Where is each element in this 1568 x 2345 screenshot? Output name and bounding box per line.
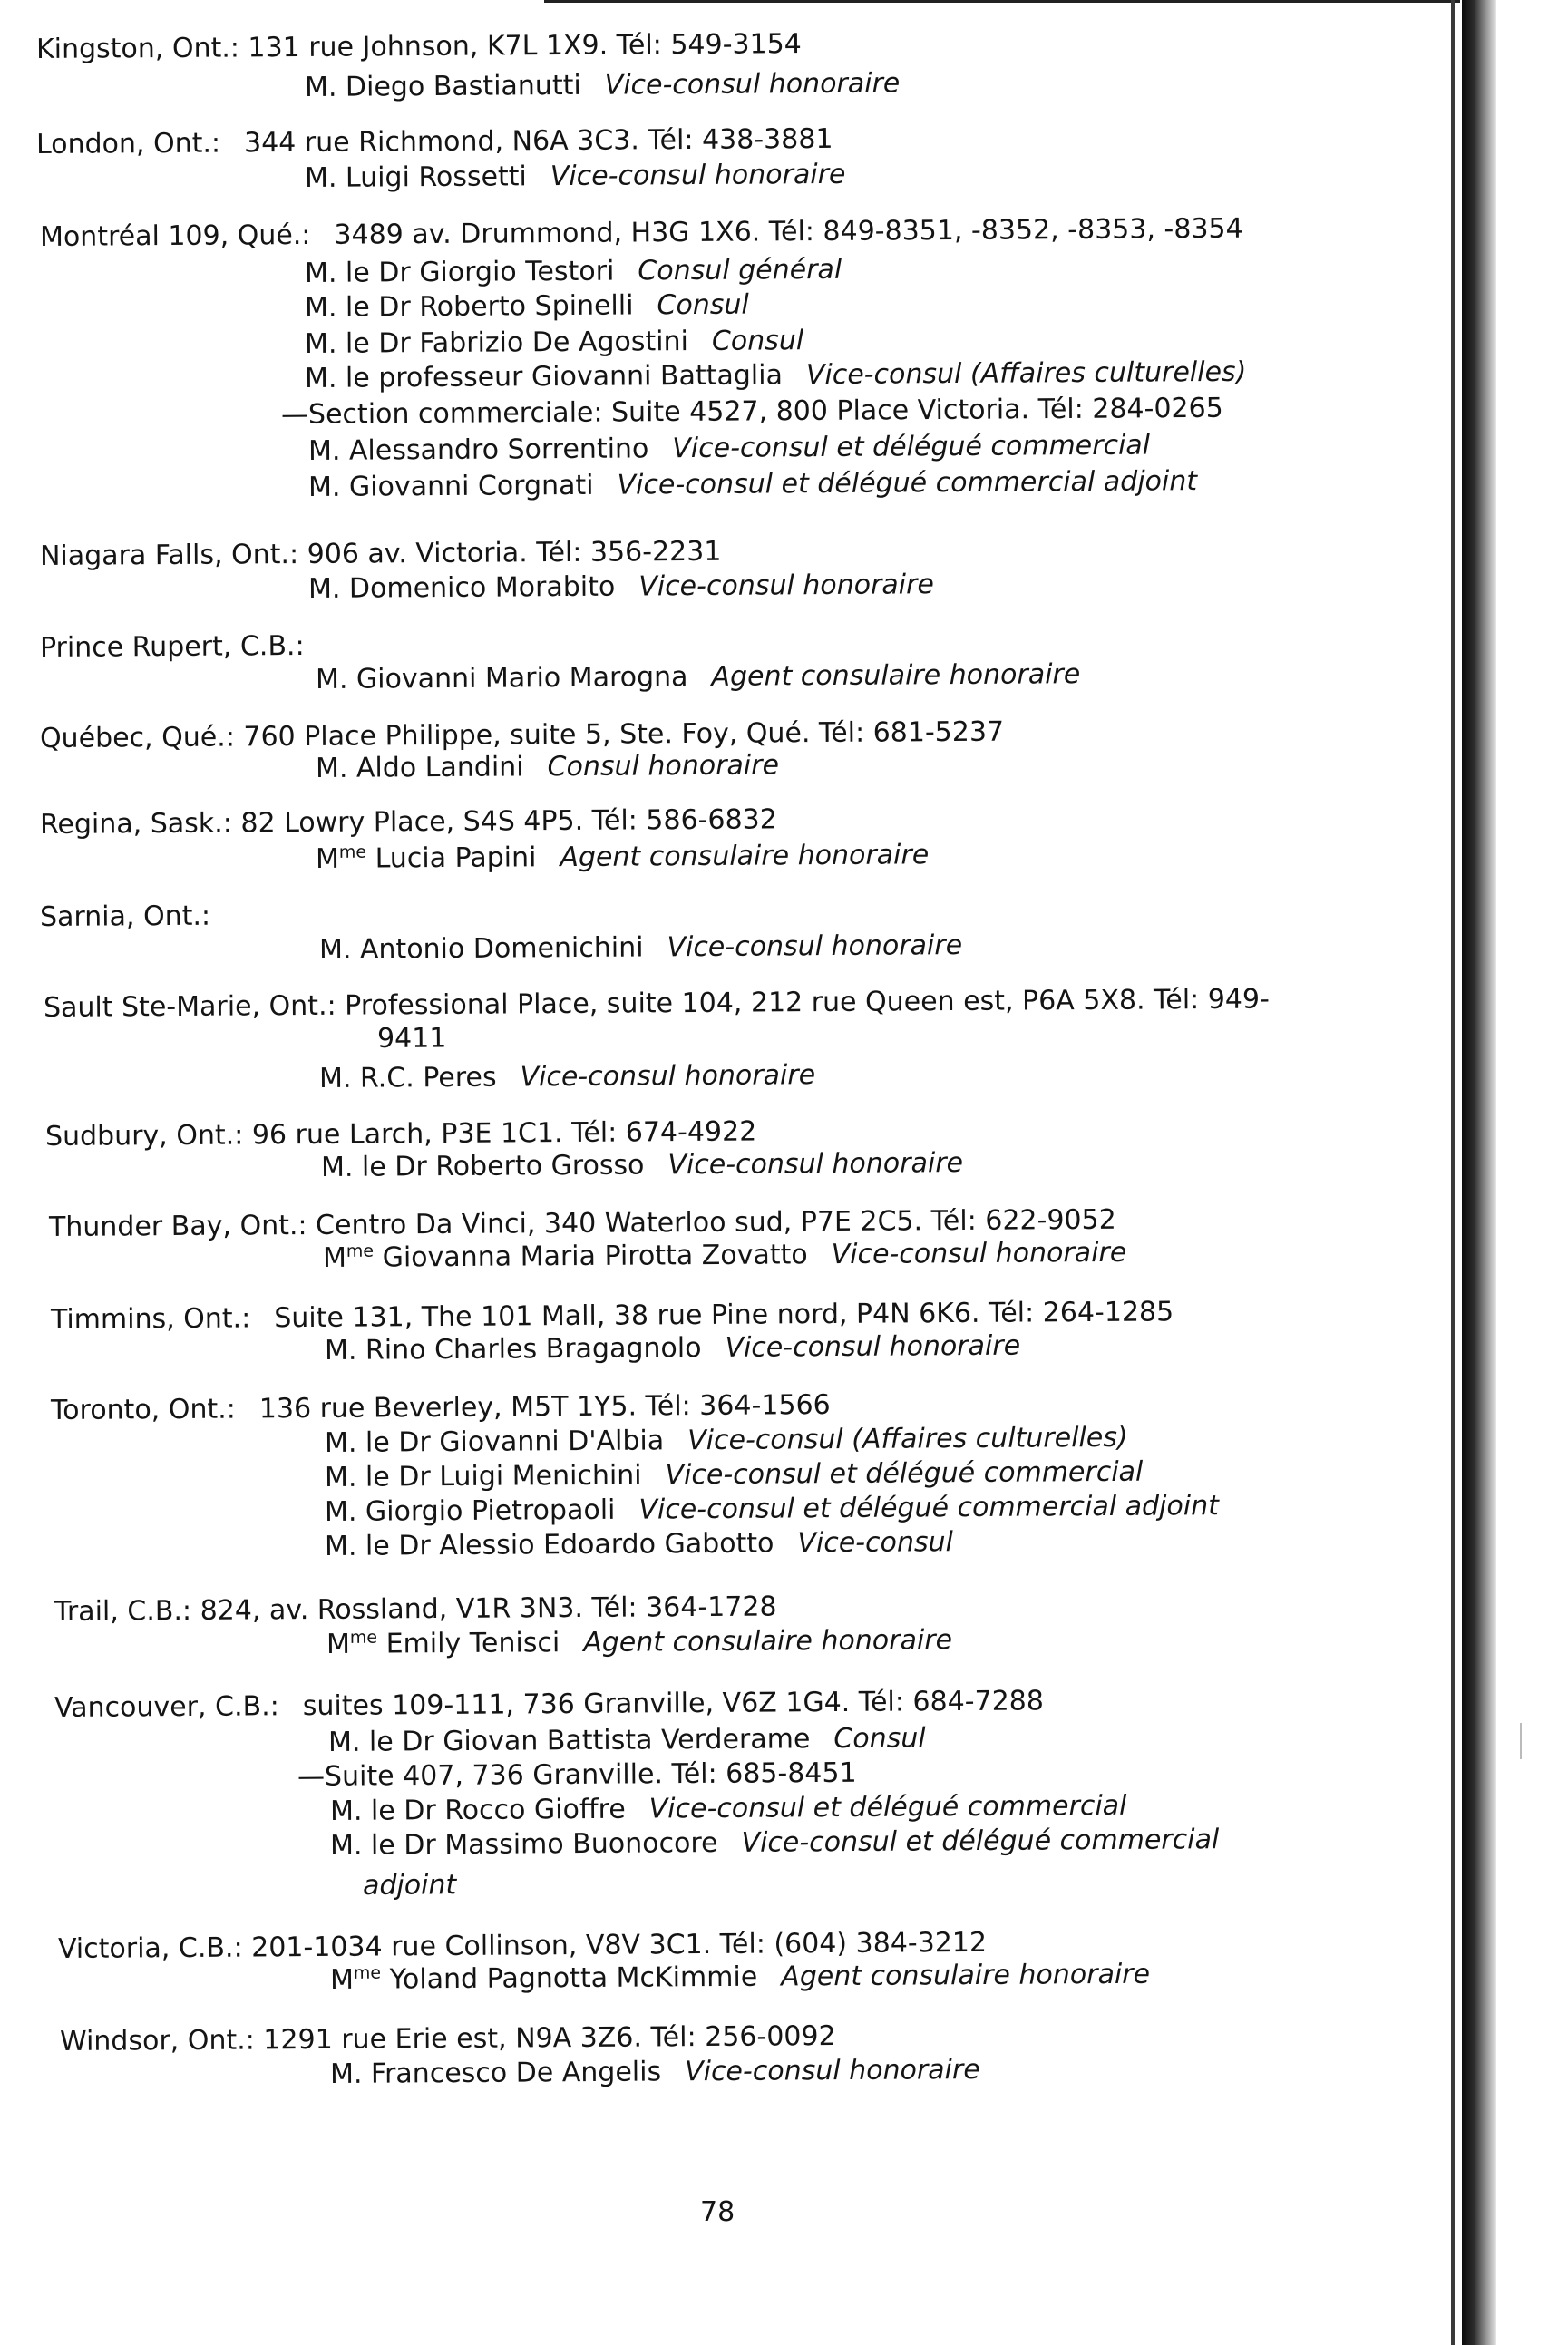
page-number: 78 [700,2196,735,2228]
person-line [316,749,779,785]
person-line [330,1824,1220,1863]
person-line [305,356,1247,395]
address: 906 av. Victoria. Tél: 356-2231 [307,535,722,570]
person-line [325,1330,1020,1367]
section-address: —Section commerciale: Suite 4527, 800 Place Victoria. Tél: 284-0265 [280,392,1223,431]
person-name: M. le professeur Giovanni Battaglia [304,359,784,394]
person-line [308,430,1150,468]
city-label: Niagara Falls, Ont.: [39,539,299,572]
address: 1291 rue Erie est, N9A 3Z6. Tél: 256-0092 [263,2020,836,2057]
city-label: Kingston, Ont.: [35,32,240,65]
person-role: Vice-consul honoraire [604,67,901,102]
person-role: Vice-consul honoraire [667,929,963,964]
city-label: London, Ont.: [35,127,221,161]
binding-edge-line [1451,0,1455,2345]
city-label: Sault Ste-Marie, Ont.: [43,989,336,1024]
person-name: M. Alessandro Sorrentino [307,433,649,467]
person-role: Vice-consul honoraire [667,1147,964,1182]
person-line [323,1237,1127,1275]
person-name: M. le Dr Massimo Buonocore [329,1827,718,1862]
person-line [305,159,846,195]
entry-toronto-line [51,1389,831,1427]
person-role: Consul général [638,253,842,287]
entry-trail-line [54,1591,777,1629]
person-role: Vice-consul honoraire [520,1059,816,1094]
address: Suite 131, The 101 Mall, 38 rue Pine nord, P4N 6K6. Tél: 264-1285 [274,1296,1174,1335]
city-label: Vancouver, C.B.: [54,1690,279,1724]
address: 96 rue Larch, P3E 1C1. Tél: 674-4922 [251,1115,757,1152]
margin-mark [1520,1723,1522,1759]
person-role: Vice-consul (Affaires culturelles) [805,355,1247,392]
person-name: M. le Dr Giovan Battista Verderame [327,1723,811,1758]
entry-regina-line [40,803,777,842]
entry-sarnia-line [40,900,210,934]
person-role: Agent consulaire honoraire [583,1624,953,1659]
entry-london-line [36,123,833,161]
person-name: $M^{me}$ Emily Tenisci [326,1627,560,1660]
person-name: M. le Dr Giorgio Testori [304,255,615,289]
person-role: Agent consulaire honoraire [781,1958,1151,1993]
person-role: Vice-consul honoraire [550,158,846,193]
person-line [305,67,901,104]
person-role: Vice-consul honoraire [638,569,934,603]
person-line [321,1147,963,1184]
entry-prince-rupert-line [40,630,305,665]
entry-sault-ste-marie-line [44,984,1270,1025]
person-line [326,1624,952,1661]
person-line [316,658,1081,696]
person-role: Consul [711,325,804,357]
section-line [281,393,1223,432]
person-name: M. Francesco De Angelis [329,2056,662,2090]
entry-vancouver-line [54,1685,1044,1725]
person-line [325,1490,1219,1529]
person-role: Agent consulaire honoraire [711,658,1081,693]
person-role: Vice-consul honoraire [725,1329,1021,1364]
address: 344 rue Richmond, N6A 3C3. Tél: 438-3881 [243,122,833,160]
person-name: M. Diego Bastianutti [304,69,581,103]
entry-quebec-line [40,716,1004,755]
address: 3489 av. Drummond, H3G 1X6. Tél: 849-8351, -8352, -8353, -8354 [334,212,1243,251]
person-line [330,1790,1127,1828]
person-role: Vice-consul honoraire [831,1236,1127,1271]
person-line [328,1722,926,1759]
person-role: Vice-consul et délégué commercial [672,429,1151,465]
top-rule [544,0,1460,3]
person-name: M. Giorgio Pietropaoli [324,1494,616,1528]
person-role: Vice-consul et délégué commercial adjoint [638,1490,1220,1526]
person-line [316,839,929,876]
person-role-line-2: adjoint [362,1869,457,1902]
address: 201-1034 rue Collinson, V8V 3C1. Tél: (604) 384-3212 [251,1926,988,1964]
person-name: M. Aldo Landini [315,751,524,784]
person-role: Vice-consul et délégué commercial adjoint [617,465,1198,501]
person-role: Consul [833,1722,926,1756]
person-line [305,289,749,325]
person-line [305,254,842,290]
person-role: Consul honoraire [547,749,780,783]
person-line [330,2054,980,2091]
city-label: Victoria, C.B.: [57,1931,243,1965]
city-label: Québec, Qué.: [39,721,236,754]
address: 760 Place Philippe, suite 5, Ste. Foy, Qué. Tél: 681-5237 [243,715,1005,754]
person-name: M. Giovanni Mario Marogna [315,661,688,696]
person-name: M. Rino Charles Bragagnolo [324,1332,702,1367]
entry-niagara-falls-line [40,536,722,573]
person-line [319,1059,815,1095]
person-role: Agent consulaire honoraire [560,839,930,874]
person-role: Vice-consul et délégué commercial [665,1455,1144,1492]
city-label: Windsor, Ont.: [59,2024,255,2058]
person-role: Vice-consul et délégué commercial [741,1824,1220,1859]
person-name: M. le Dr Luigi Menichini [324,1459,642,1494]
person-role: Vice-consul (Affaires culturelles) [687,1421,1128,1457]
person-name: M. le Dr Roberto Spinelli [304,289,634,324]
person-line [305,325,803,361]
city-label: Thunder Bay, Ont.: [48,1210,307,1243]
person-line [330,1959,1150,1997]
person-name: M. R.C. Peres [318,1061,497,1095]
person-line [325,1526,953,1563]
page-binding-shadow [1462,0,1496,2345]
person-name: $M^{me}$ Lucia Papini [315,842,537,875]
section-line [297,1757,857,1794]
person-name: $M^{me}$ Yoland Pagnotta McKimmie [329,1961,758,1996]
person-role: Consul [657,288,749,322]
entry-kingston-line [36,28,802,66]
person-role: Vice-consul honoraire [685,2053,980,2088]
person-name: M. le Dr Fabrizio De Agostini [304,326,689,360]
city-label: Sarnia, Ont.: [39,900,211,933]
address: 824, av. Rossland, V1R 3N3. Tél: 364-1728 [200,1591,777,1627]
person-line [308,569,934,606]
city-label: Timmins, Ont.: [50,1302,251,1336]
person-name: M. Giovanni Corgnati [307,469,594,503]
person-name: M. Domenico Morabito [307,570,616,605]
city-label: Sudbury, Ont.: [44,1119,244,1153]
city-label: Regina, Sask.: [39,807,232,841]
address: 131 rue Johnson, K7L 1X9. Tél: 549-3154 [248,28,802,64]
address: 136 rue Beverley, M5T 1Y5. Tél: 364-1566 [258,1388,831,1425]
person-line [325,1422,1128,1460]
section-address: —Suite 407, 736 Granville. Tél: 685-8451 [297,1756,857,1793]
city-label: Montréal 109, Qué.: [39,219,311,253]
city-label: Toronto, Ont.: [50,1393,236,1426]
entry-sudbury-line [45,1116,757,1153]
entry-windsor-line [60,2020,836,2058]
address-line-2: 9411 [376,1022,447,1055]
person-line [308,465,1197,504]
person-name: M. Luigi Rossetti [304,161,527,194]
person-name: M. Antonio Domenichini [318,931,644,966]
person-name: M. le Dr Giovanni D'Albia [324,1425,665,1459]
person-name: M. le Dr Alessio Edoardo Gabotto [324,1527,774,1562]
role-continuation [363,1869,456,1902]
person-role: Vice-consul [797,1526,954,1560]
address: Professional Place, suite 104, 212 rue Queen est, P6A 5X8. Tél: 949- [345,983,1270,1022]
address: suites 109-111, 736 Granville, V6Z 1G4. Tél: 684-7288 [302,1685,1045,1723]
address: Centro Da Vinci, 340 Waterloo sud, P7E 2C5. Tél: 622-9052 [315,1203,1116,1241]
person-name: M. le Dr Roberto Grosso [320,1149,645,1183]
person-role: Vice-consul et délégué commercial [648,1789,1127,1825]
entry-montreal-line [40,213,1243,254]
person-line [319,929,962,967]
city-label: Prince Rupert, C.B.: [39,629,305,664]
address: 82 Lowry Place, S4S 4P5. Tél: 586-6832 [240,803,777,840]
person-line [325,1456,1144,1494]
address-continuation [377,1022,447,1056]
person-name: M. le Dr Rocco Gioffre [329,1793,626,1827]
person-name: $M^{me}$ Giovanna Maria Pirotta Zovatto [322,1239,808,1274]
city-label: Trail, C.B.: [54,1594,192,1628]
